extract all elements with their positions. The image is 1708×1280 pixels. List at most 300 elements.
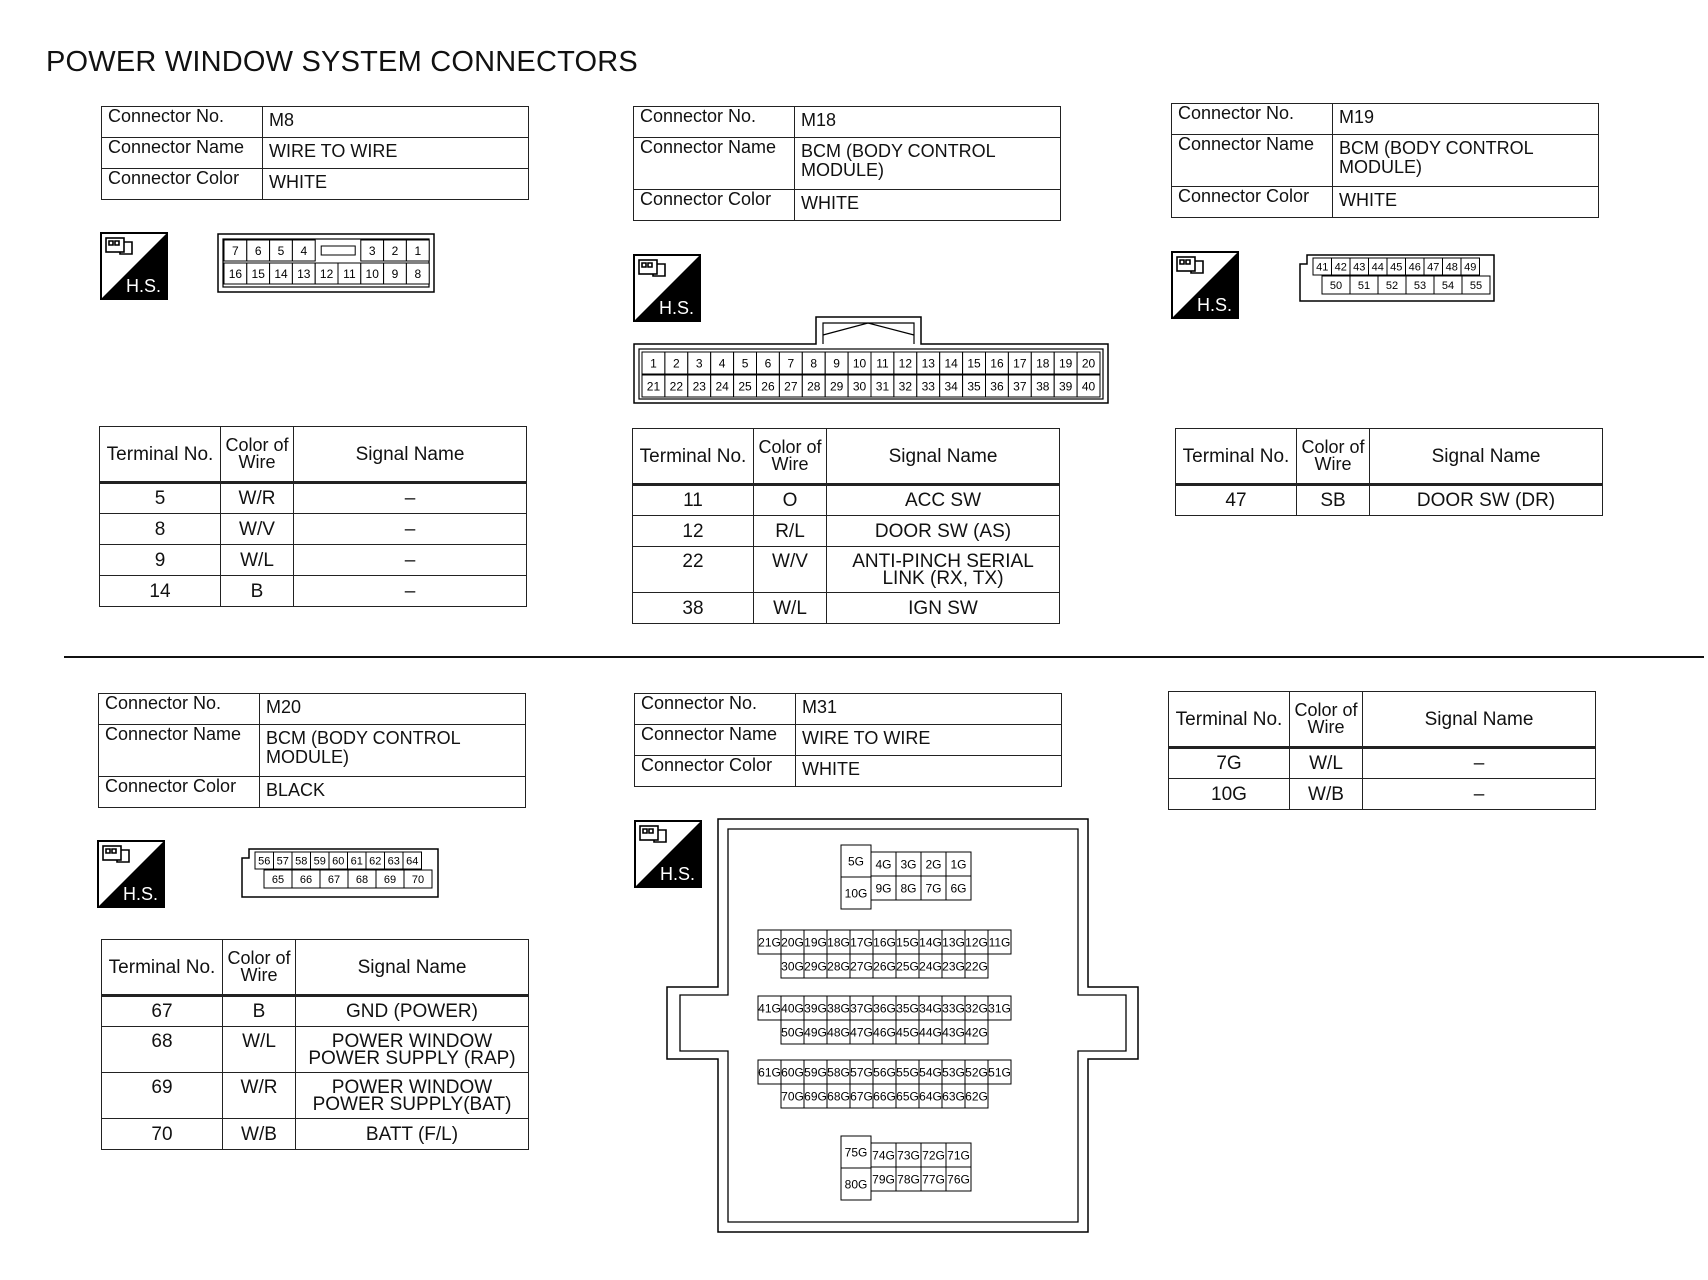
- m19-terminal-table: [1175, 428, 1603, 516]
- pin-number: 43: [1353, 261, 1366, 274]
- terminal-no: 11: [633, 485, 754, 516]
- pin-number: 76G: [947, 1172, 970, 1187]
- m19-connector-no: M19: [1333, 104, 1599, 135]
- pin-number: 25: [738, 379, 752, 394]
- pin-number: 39: [1058, 379, 1073, 394]
- pin-number: 23: [692, 379, 706, 394]
- hs-label: H.S.: [660, 864, 696, 884]
- label-connector-no: Connector No.: [102, 107, 263, 138]
- m31-connector-no: M31: [796, 694, 1062, 725]
- wire-color: B: [223, 996, 296, 1027]
- pin-number: 13: [921, 356, 935, 371]
- pin-number: 10: [852, 356, 867, 371]
- header-terminal-no: Terminal No.: [102, 940, 223, 996]
- pin-number: 4: [300, 243, 308, 258]
- pin-number: 29: [829, 379, 844, 394]
- header-terminal-no: Terminal No.: [1169, 692, 1290, 748]
- pin-number: 30G: [781, 959, 804, 974]
- header-color-of-wire: Color of Wire: [1297, 429, 1370, 485]
- pin-number: 16: [228, 266, 243, 281]
- pin-number: 54: [1441, 279, 1455, 292]
- wire-color: B: [221, 576, 294, 607]
- table-row: [100, 483, 527, 514]
- pin-number: 20: [1081, 356, 1096, 371]
- signal-name: ANTI-PINCH SERIAL LINK (RX, TX): [827, 547, 1060, 593]
- pin-number: 19: [1058, 356, 1073, 371]
- pin-number: 10G: [844, 886, 868, 901]
- pin-number: 26G: [873, 959, 896, 974]
- pin-number: 23G: [942, 959, 965, 974]
- label-connector-no: Connector No.: [99, 694, 260, 725]
- pin-number: 39G: [804, 1001, 827, 1016]
- header-color-of-wire: Color of Wire: [754, 429, 827, 485]
- pin-number: 45: [1390, 261, 1403, 274]
- wire-color: W/L: [221, 545, 294, 576]
- m8-terminal-table: [99, 426, 527, 607]
- pin-number: 21G: [758, 935, 781, 950]
- pin-number: 49: [1464, 261, 1477, 274]
- wire-color: W/L: [1290, 748, 1363, 779]
- pin-number: 27G: [850, 959, 873, 974]
- pin-number: 34: [944, 379, 958, 394]
- pin-number: 53: [1413, 279, 1427, 292]
- hs-label: H.S.: [1197, 295, 1233, 315]
- pin-number: 31: [875, 379, 890, 394]
- wire-color: SB: [1297, 485, 1370, 516]
- lock-keyway: [321, 246, 355, 255]
- pin-number: 43G: [942, 1025, 965, 1040]
- pin-number: 52: [1385, 279, 1399, 292]
- m18-connector-name: BCM (BODY CONTROL MODULE): [795, 138, 1061, 190]
- pin-number: 14G: [919, 935, 942, 950]
- pin-number: 27: [784, 379, 798, 394]
- section-divider: [64, 656, 1704, 658]
- m31-connector-name: WIRE TO WIRE: [796, 725, 1062, 756]
- pin-number: 62: [369, 855, 382, 868]
- label-connector-color: Connector Color: [102, 169, 263, 200]
- pin-number: 15G: [896, 935, 919, 950]
- table-row: [1169, 748, 1596, 779]
- terminal-no: 67: [102, 996, 223, 1027]
- harness-side-icon: [97, 840, 165, 908]
- pin-number: 24G: [919, 959, 942, 974]
- signal-name: –: [1363, 748, 1596, 779]
- pin-number: 36: [990, 379, 1004, 394]
- pin-number: 66G: [873, 1089, 896, 1104]
- pin-number: 2G: [925, 857, 942, 872]
- pin-number: 40: [1081, 379, 1096, 394]
- table-row: [102, 1119, 529, 1150]
- wire-color: W/V: [754, 547, 827, 593]
- table-row: [100, 545, 527, 576]
- table-row: [1176, 485, 1603, 516]
- label-connector-name: Connector Name: [635, 725, 796, 756]
- pin-number: 35G: [896, 1001, 919, 1016]
- m8-connector-name: WIRE TO WIRE: [263, 138, 529, 169]
- pin-number: 70: [411, 873, 425, 886]
- label-connector-name: Connector Name: [634, 138, 795, 190]
- header-signal-name: Signal Name: [1363, 692, 1596, 748]
- pin-number: 59: [313, 855, 326, 868]
- wire-color: W/R: [223, 1073, 296, 1119]
- terminal-no: 10G: [1169, 779, 1290, 810]
- pin-number: 48G: [827, 1025, 850, 1040]
- pin-number: 28: [807, 379, 821, 394]
- table-row: [102, 1073, 529, 1119]
- pin-number: 78G: [897, 1172, 920, 1187]
- terminal-no: 8: [100, 514, 221, 545]
- m31-connector-face: [664, 818, 1140, 1234]
- pin-number: 19G: [804, 935, 827, 950]
- hs-label: H.S.: [126, 276, 162, 296]
- signal-name: BATT (F/L): [296, 1119, 529, 1150]
- pin-number: 50: [1329, 279, 1343, 292]
- m20-connector-name: BCM (BODY CONTROL MODULE): [260, 725, 526, 777]
- table-row: [102, 996, 529, 1027]
- pin-number: 14: [944, 356, 958, 371]
- m8-connector-no: M8: [263, 107, 529, 138]
- pin-number: 11G: [988, 935, 1011, 950]
- pin-number: 45G: [896, 1025, 919, 1040]
- m20-pin-grid: [255, 852, 432, 888]
- pin-number: 60: [332, 855, 345, 868]
- pin-number: 57: [276, 855, 289, 868]
- pin-number: 66: [299, 873, 313, 886]
- m18-pin-grid: [642, 352, 1100, 397]
- pin-number: 51: [1357, 279, 1371, 292]
- pin-number: 68: [355, 873, 369, 886]
- signal-name: ACC SW: [827, 485, 1060, 516]
- pin-number: 24: [715, 379, 729, 394]
- pin-number: 69G: [804, 1089, 827, 1104]
- terminal-no: 70: [102, 1119, 223, 1150]
- pin-number: 6G: [950, 881, 967, 896]
- pin-number: 53G: [942, 1065, 965, 1080]
- pin-number: 16: [990, 356, 1004, 371]
- pin-number: 34G: [919, 1001, 942, 1016]
- pin-number: 46: [1408, 261, 1421, 274]
- pin-number: 3G: [900, 857, 917, 872]
- label-connector-color: Connector Color: [635, 756, 796, 787]
- pin-number: 15: [251, 266, 265, 281]
- pin-number: 75G: [844, 1145, 868, 1160]
- pin-number: 60G: [781, 1065, 804, 1080]
- m19-pin-grid: [1313, 258, 1490, 294]
- wire-color: W/V: [221, 514, 294, 545]
- header-color-of-wire: Color of Wire: [221, 427, 294, 483]
- m31-info-table: [634, 693, 1062, 787]
- label-connector-color: Connector Color: [1172, 187, 1333, 218]
- hs-label: H.S.: [659, 298, 695, 318]
- pin-number: 22: [669, 379, 684, 394]
- pin-number: 56G: [873, 1065, 896, 1080]
- pin-number: 11: [343, 266, 356, 281]
- pin-number: 16G: [873, 935, 896, 950]
- pin-number: 25G: [896, 959, 919, 974]
- pin-number: 72G: [922, 1148, 945, 1163]
- m8-info-table: [101, 106, 529, 200]
- label-connector-no: Connector No.: [634, 107, 795, 138]
- pin-number: 47G: [850, 1025, 873, 1040]
- pin-number: 70G: [781, 1089, 804, 1104]
- pin-number: 29G: [804, 959, 827, 974]
- header-terminal-no: Terminal No.: [1176, 429, 1297, 485]
- m19-connector-name: BCM (BODY CONTROL MODULE): [1333, 135, 1599, 187]
- signal-name: DOOR SW (DR): [1370, 485, 1603, 516]
- pin-number: 12: [319, 266, 334, 281]
- pin-number: 11: [876, 356, 889, 371]
- pin-number: 38G: [827, 1001, 850, 1016]
- pin-number: 44G: [919, 1025, 942, 1040]
- m31-terminal-table: [1168, 691, 1596, 810]
- pin-number: 37: [1013, 379, 1027, 394]
- pin-number: 28G: [827, 959, 850, 974]
- header-color-of-wire: Color of Wire: [223, 940, 296, 996]
- terminal-no: 68: [102, 1027, 223, 1073]
- pin-number: 8: [414, 266, 422, 281]
- table-row: [1169, 779, 1596, 810]
- table-row: [102, 1027, 529, 1073]
- m31-connector-color: WHITE: [796, 756, 1062, 787]
- label-connector-color: Connector Color: [634, 190, 795, 221]
- label-connector-name: Connector Name: [1172, 135, 1333, 187]
- pin-number: 7: [232, 243, 239, 258]
- pin-number: 31G: [988, 1001, 1011, 1016]
- pin-number: 4G: [875, 857, 892, 872]
- pin-number: 79G: [872, 1172, 895, 1187]
- m20-terminal-table: [101, 939, 529, 1150]
- pin-number: 8G: [900, 881, 917, 896]
- signal-name: –: [294, 576, 527, 607]
- signal-name: –: [1363, 779, 1596, 810]
- pin-number: 2: [673, 356, 680, 371]
- label-connector-name: Connector Name: [102, 138, 263, 169]
- pin-number: 18: [1036, 356, 1050, 371]
- table-row: [100, 514, 527, 545]
- pin-number: 2: [391, 243, 399, 258]
- pin-number: 5: [741, 356, 749, 371]
- pin-number: 17: [1013, 356, 1027, 371]
- signal-name: POWER WINDOW POWER SUPPLY(BAT): [296, 1073, 529, 1119]
- header-color-of-wire: Color of Wire: [1290, 692, 1363, 748]
- pin-number: 5G: [847, 854, 865, 869]
- table-row: [633, 485, 1060, 516]
- terminal-no: 47: [1176, 485, 1297, 516]
- pin-number: 63: [387, 855, 400, 868]
- m20-connector-color: BLACK: [260, 777, 526, 808]
- m20-connector-face: [241, 848, 439, 898]
- pin-number: 20G: [781, 935, 804, 950]
- pin-number: 32: [898, 379, 913, 394]
- terminal-no: 22: [633, 547, 754, 593]
- wire-color: O: [754, 485, 827, 516]
- pin-number: 33: [921, 379, 935, 394]
- pin-number: 26: [761, 379, 775, 394]
- pin-number: 1: [650, 356, 657, 371]
- pin-number: 46G: [873, 1025, 896, 1040]
- m19-connector-color: WHITE: [1333, 187, 1599, 218]
- pin-number: 41: [1316, 261, 1329, 274]
- m18-terminal-table: [632, 428, 1060, 624]
- pin-number: 7G: [925, 881, 942, 896]
- pin-number: 49G: [804, 1025, 827, 1040]
- pin-number: 67: [327, 873, 341, 886]
- pin-number: 62G: [965, 1089, 988, 1104]
- m8-connector-color: WHITE: [263, 169, 529, 200]
- signal-name: –: [294, 483, 527, 514]
- pin-number: 37G: [850, 1001, 873, 1016]
- pin-number: 21: [646, 379, 661, 394]
- pin-number: 13G: [942, 935, 965, 950]
- pin-number: 38: [1036, 379, 1050, 394]
- pin-number: 68G: [827, 1089, 850, 1104]
- pin-number: 65G: [896, 1089, 919, 1104]
- terminal-no: 7G: [1169, 748, 1290, 779]
- pin-number: 71G: [947, 1148, 970, 1163]
- pin-number: 73G: [897, 1148, 920, 1163]
- table-row: [100, 576, 527, 607]
- m8-connector-face: [217, 233, 435, 293]
- pin-number: 63G: [942, 1089, 965, 1104]
- pin-number: 15: [967, 356, 981, 371]
- m18-connector-color: WHITE: [795, 190, 1061, 221]
- m18-connector-no: M18: [795, 107, 1061, 138]
- pin-number: 6: [254, 243, 262, 258]
- pin-number: 22G: [965, 959, 988, 974]
- pin-number: 55G: [896, 1065, 919, 1080]
- signal-name: DOOR SW (AS): [827, 516, 1060, 547]
- pin-number: 33G: [942, 1001, 965, 1016]
- pin-number: 51G: [988, 1065, 1011, 1080]
- page-title: POWER WINDOW SYSTEM CONNECTORS: [46, 46, 638, 78]
- signal-name: POWER WINDOW POWER SUPPLY (RAP): [296, 1027, 529, 1073]
- pin-number: 9: [833, 356, 840, 371]
- table-row: [633, 593, 1060, 624]
- label-connector-no: Connector No.: [1172, 104, 1333, 135]
- m19-connector-face: [1299, 254, 1495, 302]
- pin-number: 65: [271, 873, 285, 886]
- m20-info-table: [98, 693, 526, 808]
- pin-number: 67G: [850, 1089, 873, 1104]
- pin-number: 80G: [844, 1177, 868, 1192]
- pin-number: 1: [414, 243, 422, 258]
- label-connector-color: Connector Color: [99, 777, 260, 808]
- pin-number: 56: [258, 855, 271, 868]
- terminal-no: 14: [100, 576, 221, 607]
- wire-color: W/L: [754, 593, 827, 624]
- terminal-no: 9: [100, 545, 221, 576]
- header-signal-name: Signal Name: [296, 940, 529, 996]
- header-terminal-no: Terminal No.: [100, 427, 221, 483]
- terminal-no: 38: [633, 593, 754, 624]
- pin-number: 64G: [919, 1089, 942, 1104]
- pin-number: 77G: [922, 1172, 945, 1187]
- pin-number: 55: [1469, 279, 1483, 292]
- pin-number: 58G: [827, 1065, 850, 1080]
- pin-number: 8: [810, 356, 818, 371]
- harness-side-icon: [1171, 251, 1239, 319]
- harness-side-icon: [633, 254, 701, 322]
- pin-number: 32G: [965, 1001, 988, 1016]
- m18-info-table: [633, 106, 1061, 221]
- pin-number: 36G: [873, 1001, 896, 1016]
- pin-number: 14: [274, 266, 288, 281]
- header-signal-name: Signal Name: [1370, 429, 1603, 485]
- signal-name: IGN SW: [827, 593, 1060, 624]
- pin-number: 42: [1334, 261, 1347, 274]
- pin-number: 6: [764, 356, 772, 371]
- pin-number: 13: [297, 266, 311, 281]
- table-row: [633, 547, 1060, 593]
- terminal-no: 12: [633, 516, 754, 547]
- table-row: [633, 516, 1060, 547]
- header-signal-name: Signal Name: [294, 427, 527, 483]
- harness-side-icon: [100, 232, 168, 300]
- pin-number: 61: [350, 855, 363, 868]
- pin-number: 59G: [804, 1065, 827, 1080]
- pin-number: 58: [295, 855, 308, 868]
- pin-number: 52G: [965, 1065, 988, 1080]
- pin-number: 3: [695, 356, 703, 371]
- pin-number: 9G: [875, 881, 892, 896]
- terminal-no: 69: [102, 1073, 223, 1119]
- pin-number: 54G: [919, 1065, 942, 1080]
- pin-number: 12G: [965, 935, 988, 950]
- label-connector-name: Connector Name: [99, 725, 260, 777]
- m19-info-table: [1171, 103, 1599, 218]
- pin-number: 57G: [850, 1065, 873, 1080]
- pin-number: 61G: [758, 1065, 781, 1080]
- pin-number: 17G: [850, 935, 873, 950]
- pin-number: 40G: [781, 1001, 804, 1016]
- wire-color: W/R: [221, 483, 294, 514]
- pin-number: 74G: [872, 1148, 895, 1163]
- pin-number: 1G: [950, 857, 967, 872]
- pin-number: 41G: [758, 1001, 781, 1016]
- wire-color: R/L: [754, 516, 827, 547]
- pin-number: 42G: [965, 1025, 988, 1040]
- pin-number: 5: [277, 243, 285, 258]
- hs-label: H.S.: [123, 884, 159, 904]
- pin-number: 7: [787, 356, 795, 371]
- pin-number: 3: [368, 243, 376, 258]
- signal-name: GND (POWER): [296, 996, 529, 1027]
- pin-number: 69: [383, 873, 397, 886]
- signal-name: –: [294, 514, 527, 545]
- pin-number: 47: [1427, 261, 1440, 274]
- header-terminal-no: Terminal No.: [633, 429, 754, 485]
- m20-connector-no: M20: [260, 694, 526, 725]
- pin-number: 9: [391, 266, 399, 281]
- signal-name: –: [294, 545, 527, 576]
- pin-number: 18G: [827, 935, 850, 950]
- pin-number: 10: [365, 266, 379, 281]
- header-signal-name: Signal Name: [827, 429, 1060, 485]
- pin-number: 64: [406, 855, 419, 868]
- pin-number: 30: [852, 379, 867, 394]
- pin-number: 12: [898, 356, 913, 371]
- wire-color: W/L: [223, 1027, 296, 1073]
- m18-connector-face: [633, 316, 1109, 404]
- label-connector-no: Connector No.: [635, 694, 796, 725]
- pin-number: 44: [1371, 261, 1384, 274]
- pin-number: 50G: [781, 1025, 804, 1040]
- terminal-no: 5: [100, 483, 221, 514]
- pin-number: 48: [1445, 261, 1458, 274]
- wire-color: W/B: [223, 1119, 296, 1150]
- pin-number: 35: [967, 379, 981, 394]
- pin-number: 4: [718, 356, 726, 371]
